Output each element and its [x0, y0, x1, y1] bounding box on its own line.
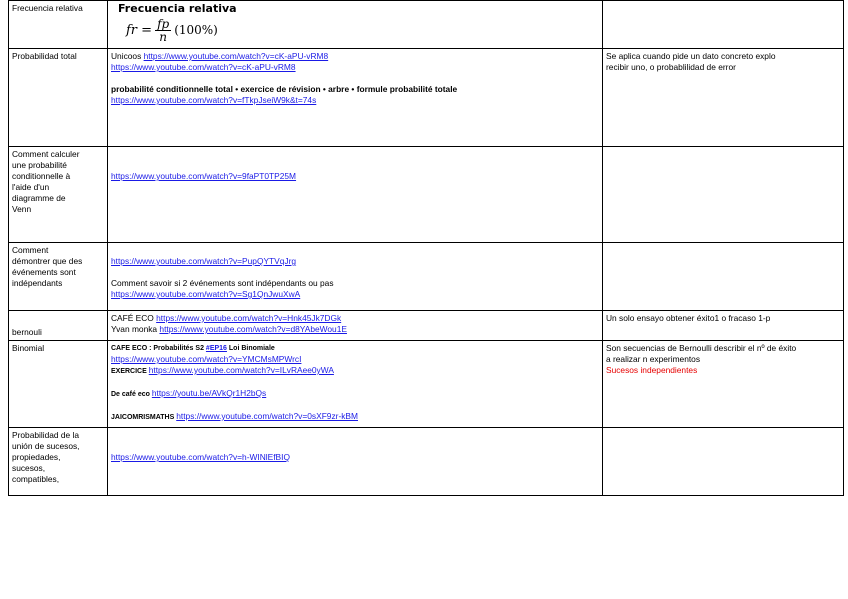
bold-title: probabilité conditionnelle total • exercice de révision • arbre • formule probabilité totale	[111, 84, 458, 94]
note-text: recibir uno, o probablilidad de error	[606, 62, 736, 72]
content-line	[111, 95, 599, 106]
video-link[interactable]: https://www.youtube.com/watch?v=ILvRAee0yWA	[148, 365, 334, 375]
video-link[interactable]: https://youtu.be/AVkQr1H2bQs	[151, 388, 267, 398]
content-line	[111, 313, 599, 324]
row-label	[9, 428, 108, 496]
row-label	[9, 341, 108, 428]
spacer	[111, 400, 599, 411]
formula-suffix: (100%)	[174, 23, 218, 37]
notes-cell	[603, 341, 844, 428]
label-text: événements sont	[12, 267, 76, 277]
table-row	[9, 428, 844, 496]
spacer	[111, 245, 599, 256]
table-row	[9, 311, 844, 341]
content-cell	[108, 243, 603, 311]
label-text: Frecuencia relativa	[12, 3, 83, 13]
row-label	[9, 49, 108, 147]
content-line	[111, 62, 599, 73]
red-note-text: Sucesos independientes	[606, 365, 698, 375]
video-link[interactable]: https://www.youtube.com/watch?v=Hnk45Jk7DGk	[156, 313, 342, 323]
note-text: Un solo ensayo obtener éxito1 o fracaso 1-p	[606, 313, 771, 323]
source-text: De café eco	[111, 391, 152, 398]
label-text: Probabilidad total	[12, 51, 77, 61]
label-text: conditionnelle à	[12, 171, 71, 181]
content-line	[111, 289, 599, 300]
spacer	[111, 149, 599, 160]
label-text: une probabilité	[12, 160, 67, 170]
label-text: diagramme de	[12, 193, 66, 203]
video-link[interactable]: https://www.youtube.com/watch?v=0sXF9zr-kBM	[176, 411, 358, 421]
video-link[interactable]: https://www.youtube.com/watch?v=PupQYTVqJrg	[111, 256, 297, 266]
content-line	[111, 354, 599, 365]
spacer	[111, 441, 599, 452]
notes-cell	[603, 147, 844, 243]
source-text: Unicoos	[111, 51, 144, 61]
video-link[interactable]: https://www.youtube.com/watch?v=fTkpJseiW9k&t=74s	[111, 95, 317, 105]
label-text: Probabilidad de la	[12, 430, 80, 440]
content-line	[111, 388, 599, 400]
video-link[interactable]: https://www.youtube.com/watch?v=h-WINlEfBIQ	[111, 452, 290, 462]
spacer	[111, 267, 599, 278]
formula-cell	[108, 1, 603, 49]
table-row	[9, 147, 844, 243]
label-text: démontrer que des	[12, 256, 83, 266]
video-link[interactable]: https://www.youtube.com/watch?v=YMCMsMPWrcI	[111, 354, 302, 364]
label-text: sucesos,	[12, 463, 46, 473]
video-link[interactable]: https://www.youtube.com/watch?v=cK-aPU-vRM8	[111, 62, 296, 72]
source-text: EXERCICE	[111, 368, 149, 375]
table-row	[9, 49, 844, 147]
label-text: Venn	[12, 204, 32, 214]
notes-cell	[603, 243, 844, 311]
note-text: Son secuencias de Bernoulli describir el nº de éxito	[606, 343, 797, 353]
formula-lhs: fr =	[126, 23, 153, 38]
content-line	[111, 256, 599, 267]
spacer	[111, 160, 599, 171]
video-link[interactable]: https://www.youtube.com/watch?v=cK-aPU-vRM8	[143, 51, 329, 61]
video-link[interactable]: https://www.youtube.com/watch?v=Sg1QnJwuXwA	[111, 289, 301, 299]
content-line	[111, 171, 599, 182]
content-cell	[108, 341, 603, 428]
table-row	[9, 1, 844, 49]
content-line	[111, 324, 599, 335]
spacer	[111, 430, 599, 441]
label-text: unión de sucesos,	[12, 441, 80, 451]
label-text: compatibles,	[12, 474, 60, 484]
notes-cell	[603, 1, 844, 49]
content-line	[111, 452, 599, 463]
label-text: bernouli	[12, 327, 42, 337]
source-text: CAFÉ ECO	[111, 313, 157, 323]
formula-denominator: n	[159, 30, 167, 44]
formula-expression	[126, 18, 276, 43]
source-text: JAICOMRISMATHS	[111, 414, 177, 421]
document-table	[8, 0, 844, 496]
row-label	[9, 311, 108, 341]
notes-cell	[603, 49, 844, 147]
notes-cell	[603, 311, 844, 341]
source-text: CAFE ECO : Probabilités S2	[111, 345, 206, 352]
source-text: Loi Binomiale	[226, 345, 275, 352]
label-text: Binomial	[12, 343, 45, 353]
spacer	[111, 377, 599, 388]
formula-numerator: fp	[157, 17, 170, 31]
source-text: Yvan monka	[111, 324, 160, 334]
content-line	[111, 343, 599, 354]
row-label	[9, 1, 108, 49]
label-text: l'aide d'un	[12, 182, 50, 192]
notes-cell	[603, 428, 844, 496]
row-label	[9, 147, 108, 243]
note-text: Se aplica cuando pide un dato concreto explo	[606, 51, 776, 61]
content-line	[111, 365, 599, 377]
content-cell	[108, 49, 603, 147]
content-line	[111, 51, 599, 62]
content-cell	[108, 147, 603, 243]
table-row	[9, 341, 844, 428]
content-cell	[108, 311, 603, 341]
video-link[interactable]: https://www.youtube.com/watch?v=d8YAbeWou1E	[159, 324, 347, 334]
spacer	[111, 73, 599, 84]
label-text: propiedades,	[12, 452, 61, 462]
label-text: indépendants	[12, 278, 63, 288]
content-cell	[108, 428, 603, 496]
label-text: Comment	[12, 245, 49, 255]
note-text: a realizar n experimentos	[606, 354, 701, 364]
label-text: Comment calculer	[12, 149, 80, 159]
content-text: Comment savoir si 2 événements sont indépendants ou pas	[111, 278, 334, 288]
formula-image	[108, 3, 276, 43]
hashtag-link[interactable]: #EP16	[205, 345, 227, 352]
row-label	[9, 243, 108, 311]
formula-title: Frecuencia relativa	[118, 2, 237, 15]
table-row	[9, 243, 844, 311]
content-line	[111, 411, 599, 423]
formula-fraction	[155, 18, 171, 43]
video-link[interactable]: https://www.youtube.com/watch?v=9faPT0TP25M	[111, 171, 297, 181]
